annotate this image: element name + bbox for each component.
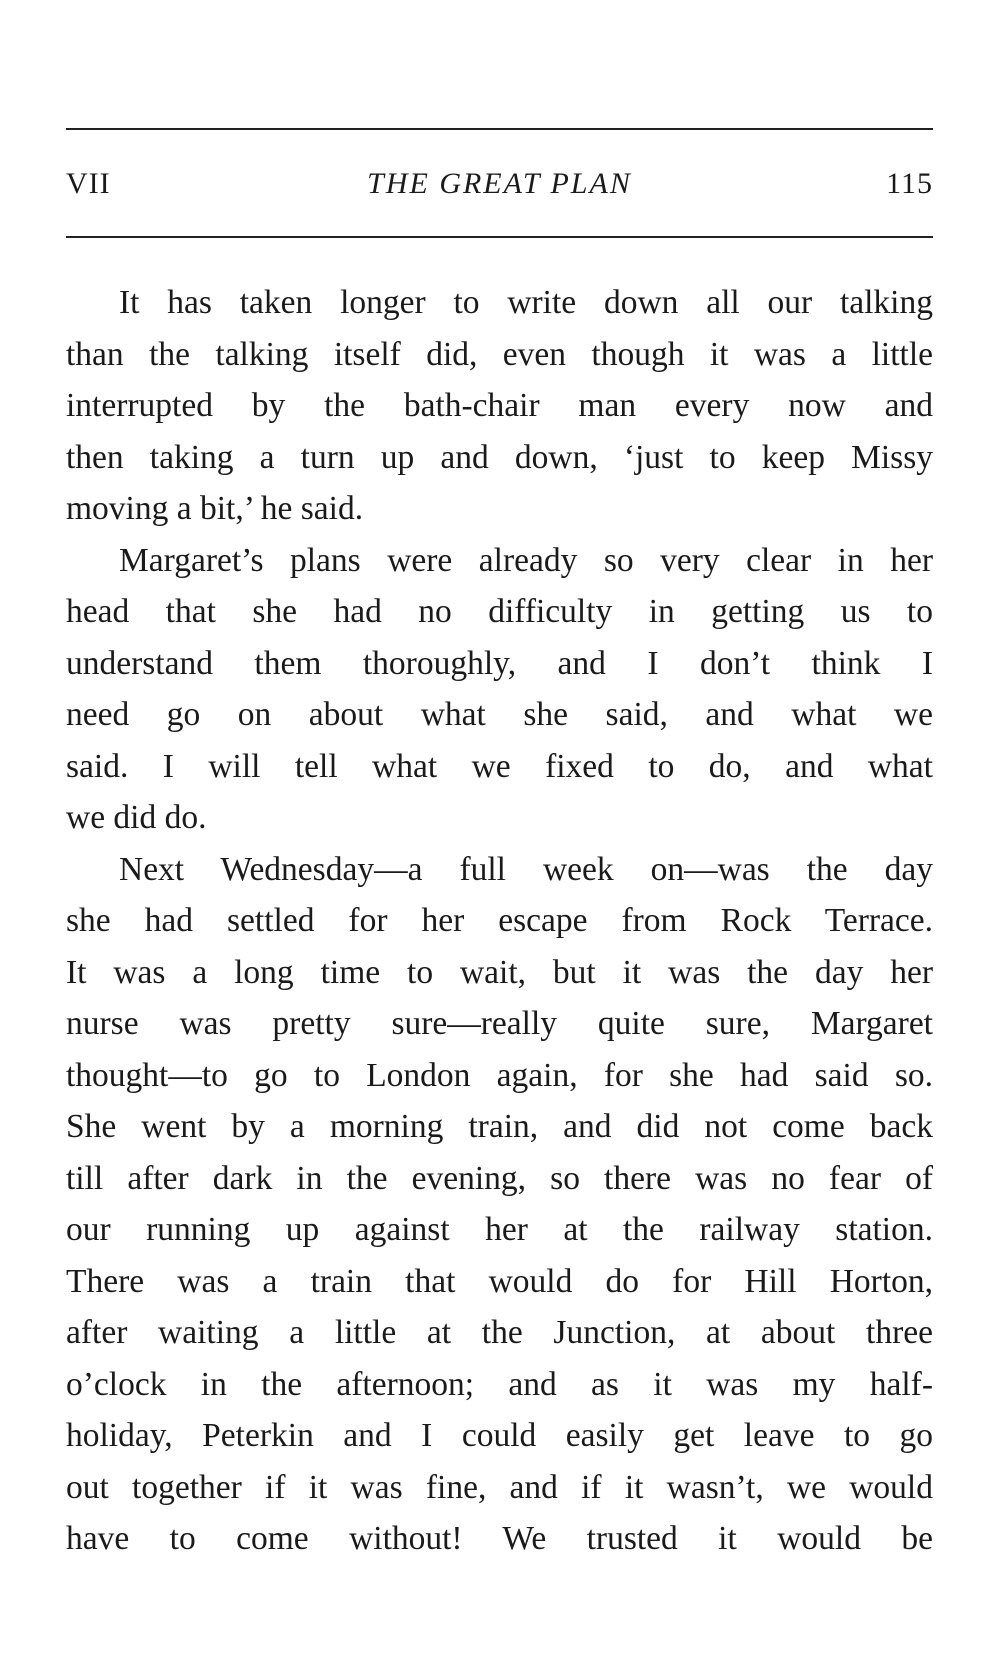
header-rule-bottom bbox=[66, 236, 933, 238]
paragraph-1-line-3: interrupted by the bath-chair man every now and bbox=[66, 387, 933, 424]
paragraph-2-line-6: we did do. bbox=[66, 799, 207, 836]
paragraph-2-line-4: need go on about what she said, and what we bbox=[66, 696, 933, 733]
paragraph-2-line-1: Margaret’s plans were already so very clear in her bbox=[119, 541, 933, 579]
paragraph-3-line-9: There was a train that would do for Hill Horton, bbox=[66, 1262, 933, 1300]
paragraph-3-line-14: have to come without! We trusted it would be bbox=[66, 1520, 933, 1557]
header-rule-top bbox=[66, 128, 933, 130]
paragraph-3-line-11: o’clock in the afternoon; and as it was my half- bbox=[66, 1365, 933, 1403]
paragraph-3-line-6: She went by a morning train, and did not come back bbox=[66, 1108, 933, 1145]
chapter-number: VII bbox=[66, 167, 111, 200]
paragraph-3-line-1: Next Wednesday—a full week on—was the day bbox=[119, 850, 933, 888]
paragraph-2-line-3: understand them thoroughly, and I don’t think I bbox=[66, 644, 933, 682]
paragraph-3-line-5: thought—to go to London again, for she had said so. bbox=[66, 1056, 933, 1094]
paragraph-1-line-4: then taking a turn up and down, ‘just to keep Missy bbox=[66, 438, 933, 476]
page-number: 115 bbox=[886, 167, 933, 200]
paragraph-3-line-3: It was a long time to wait, but it was the day her bbox=[66, 953, 933, 991]
paragraph-3-line-10: after waiting a little at the Junction, at about three bbox=[66, 1314, 933, 1351]
paragraph-1-line-2: than the talking itself did, even though it was a little bbox=[66, 335, 933, 373]
paragraph-2-line-5: said. I will tell what we fixed to do, and what bbox=[66, 747, 933, 785]
paragraph-2-line-2: head that she had no difficulty in getting us to bbox=[66, 593, 933, 630]
paragraph-3-line-12: holiday, Peterkin and I could easily get leave to go bbox=[66, 1417, 933, 1454]
paragraph-1-line-5: moving a bit,’ he said. bbox=[66, 490, 364, 527]
paragraph-1-line-1: It has taken longer to write down all our talking bbox=[119, 284, 933, 321]
paragraph-3-line-2: she had settled for her escape from Rock Terrace. bbox=[66, 902, 933, 939]
running-title: THE GREAT PLAN bbox=[367, 167, 632, 200]
paragraph-3-line-7: till after dark in the evening, so there was no fear of bbox=[66, 1159, 933, 1197]
body-text bbox=[66, 277, 933, 1565]
paragraph-3-line-4: nurse was pretty sure—really quite sure, Margaret bbox=[66, 1005, 933, 1042]
paragraph-3-line-8: our running up against her at the railway station. bbox=[66, 1211, 933, 1248]
paragraph-3-line-13: out together if it was fine, and if it wasn’t, we would bbox=[66, 1468, 933, 1506]
running-head bbox=[66, 164, 933, 204]
